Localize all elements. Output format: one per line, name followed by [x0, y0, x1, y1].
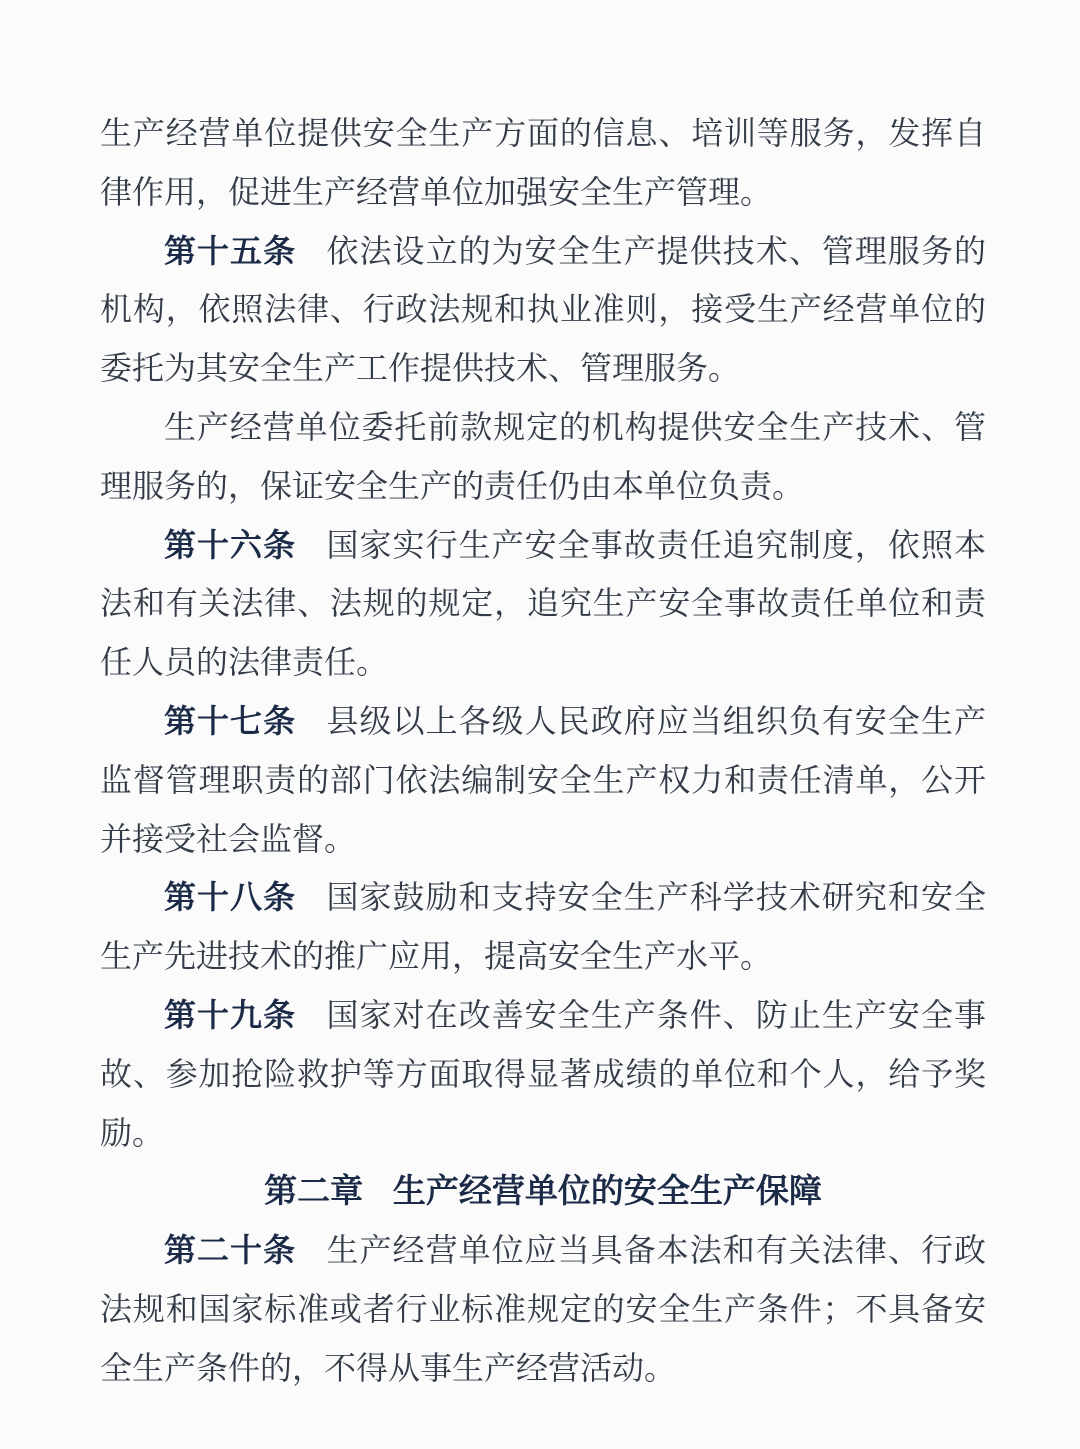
chapter-title: 生产经营单位的安全生产保障: [392, 1172, 822, 1210]
paragraph-text: 生产经营单位提供安全生产方面的信息、培训等服务，发挥自律作用，促进生产经营单位加强安全生产管理。: [100, 115, 986, 210]
paragraph-text: 生产经营单位委托前款规定的机构提供安全生产技术、管理服务的，保证安全生产的责任仍由本单位负责。: [100, 408, 986, 504]
paragraph-text: 依法设立的为安全生产提供技术、管理服务的机构，依照法律、行政法规和执业准则，接受生产经营单位的委托为其安全生产工作提供技术、管理服务。: [100, 232, 986, 387]
paragraph-text: 国家实行生产安全事故责任追究制度，依照本法和有关法律、法规的规定，追究生产安全事故责任单位和责任人员的法律责任。: [100, 526, 986, 681]
article-number: 第十九条: [164, 996, 297, 1033]
paragraph-text: 国家对在改善安全生产条件、防止生产安全事故、参加抢险救护等方面取得显著成绩的单位和个人，给予奖励。: [100, 996, 986, 1151]
article-number: 第十五条: [164, 232, 297, 269]
article-number: 第十六条: [164, 526, 297, 563]
article-16-paragraph: [100, 516, 986, 692]
document-page: [100, 104, 986, 1398]
article-15-paragraph-2: [100, 398, 986, 516]
article-19-paragraph: [100, 986, 986, 1162]
article-15-paragraph: [100, 222, 986, 398]
article-number: 第十八条: [164, 879, 297, 916]
article-17-paragraph: [100, 692, 986, 868]
paragraph-continuation: [100, 104, 986, 222]
article-20-paragraph: [100, 1221, 986, 1397]
paragraph-text: 生产经营单位应当具备本法和有关法律、行政法规和国家标准或者行业标准规定的安全生产条件；不具备安全生产条件的，不得从事生产经营活动。: [100, 1232, 986, 1386]
article-number: 第十七条: [164, 702, 297, 739]
article-18-paragraph: [100, 868, 986, 986]
paragraph-text: 县级以上各级人民政府应当组织负有安全生产监督管理职责的部门依法编制安全生产权力和责任清单，公开并接受社会监督。: [100, 702, 986, 857]
chapter-number: 第二章: [264, 1172, 364, 1210]
article-number: 第二十条: [164, 1232, 297, 1269]
paragraph-text: 国家鼓励和支持安全生产科学技术研究和安全生产先进技术的推广应用，提高安全生产水平。: [100, 879, 986, 975]
chapter-heading: [100, 1162, 986, 1221]
